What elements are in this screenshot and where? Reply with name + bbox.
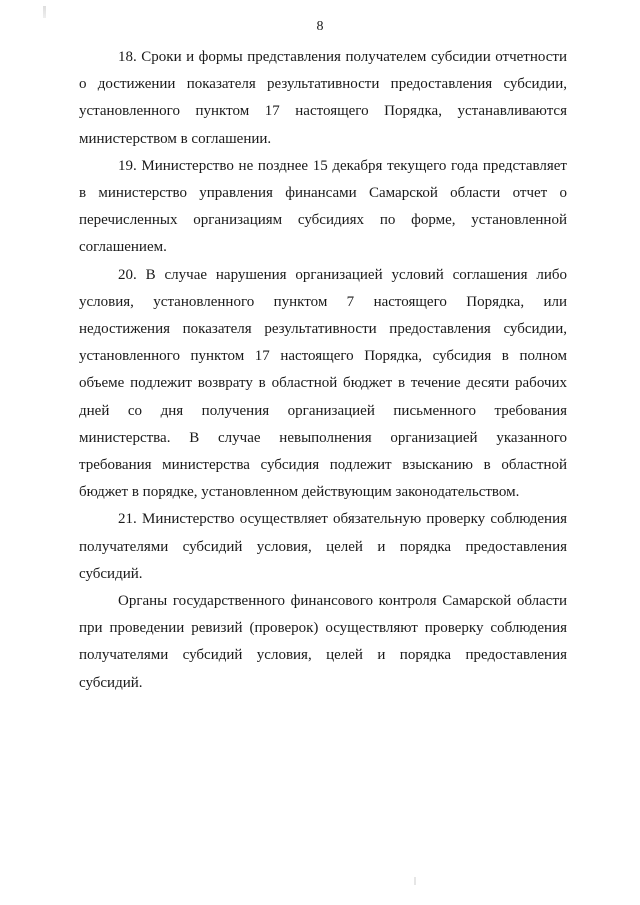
paragraph-18: 18. Сроки и формы представления получателем субсидии отчетности о достижении показателя результативности предоставления субсидии, установленного пунктом 17 настоящего Порядка, устанавливаются министерством в соглашении. — [79, 49, 567, 147]
paragraph-21: 21. Министерство осуществляет обязательную проверку соблюдения получателями субсидий условия, целей и порядка предоставления субсидий. — [79, 511, 567, 582]
page-number: 8 — [316, 19, 324, 34]
paragraph-20: 20. В случае нарушения организацией условий соглашения либо условия, установленного пунктом 7 настоящего Порядка, или недостижения показателя результативности предоставления субсидии, установленного пунктом 17 настоящего Порядка, субсидия в полном объеме подлежит возврату в областной бюджет в течение десяти рабочих дней со дня получения организацией письменного требования министерства. В случае невыполнения организацией указанного требования министерства субсидия подлежит взысканию в областной бюджет в порядке, установленном действующим законодательством. — [79, 266, 567, 501]
document-body — [79, 44, 567, 697]
scan-artifact — [43, 6, 46, 18]
paragraph-19: 19. Министерство не позднее 15 декабря текущего года представляет в министерство управления финансами Самарской области отчет о перечисленных организациям субсидиях по форме, установленной соглашением. — [79, 157, 567, 256]
paragraph-control-bodies: Органы государственного финансового контроля Самарской области при проведении ревизий (проверок) осуществляют проверку соблюдения получателями субсидий условия, целей и порядка предоставления субсидий. — [79, 593, 567, 691]
scan-artifact-bottom — [414, 877, 416, 885]
